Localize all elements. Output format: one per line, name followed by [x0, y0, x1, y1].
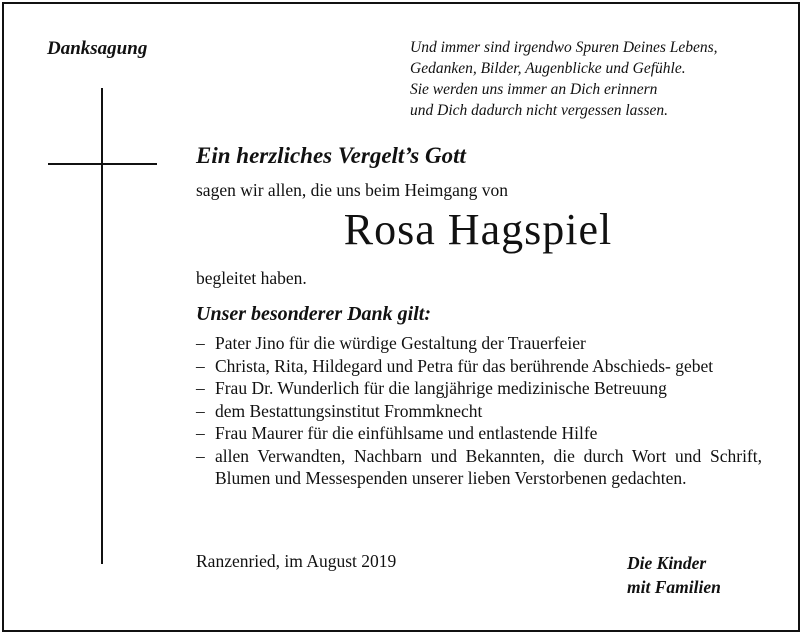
- list-item: [196, 422, 762, 445]
- dash-bullet: –: [196, 445, 205, 466]
- list-item-text: Frau Dr. Wunderlich für die langjährige medizinische Betreuung: [215, 378, 667, 398]
- accompanied-text: begleitet haben.: [196, 268, 307, 288]
- poem: [410, 37, 718, 121]
- thanks-title: Ein herzliches Vergelt’s Gott: [196, 143, 466, 168]
- list-item: [196, 445, 762, 490]
- dash-bullet: –: [196, 400, 205, 421]
- special-thanks-title: Unser besonderer Dank gilt:: [196, 303, 432, 325]
- dash-bullet: –: [196, 355, 205, 376]
- notice-heading: Danksagung: [47, 38, 148, 59]
- dash-bullet: –: [196, 378, 205, 398]
- dash-bullet: –: [196, 333, 205, 353]
- intro-text: sagen wir allen, die uns beim Heimgang von: [196, 180, 509, 200]
- list-item: [196, 400, 762, 423]
- poem-line: und Dich dadurch nicht vergessen lassen.: [410, 102, 668, 119]
- list-item: [196, 332, 762, 355]
- poem-line: Und immer sind irgendwo Spuren Deines Lebens,: [410, 39, 718, 56]
- list-item-text: dem Bestattungsinstitut Frommknecht: [215, 400, 483, 421]
- cross-horizontal-bar: [48, 163, 157, 165]
- deceased-name: Rosa Hagspiel: [343, 205, 613, 254]
- dash-bullet: –: [196, 423, 205, 443]
- special-thanks-list: [196, 332, 762, 490]
- list-item-text: Pater Jino für die würdige Gestaltung der Trauerfeier: [215, 333, 586, 353]
- poem-line: Gedanken, Bilder, Augenblicke und Gefühle.: [410, 60, 686, 77]
- signature-line: mit Familien: [627, 577, 721, 597]
- list-item: [196, 377, 762, 400]
- place-date: Ranzenried, im August 2019: [196, 551, 397, 571]
- signature: [627, 551, 721, 599]
- poem-line: Sie werden uns immer an Dich erinnern: [410, 81, 658, 98]
- signature-line: Die Kinder: [627, 553, 707, 573]
- cross-vertical-bar: [101, 88, 103, 564]
- list-item: [196, 355, 762, 378]
- list-item-text: Frau Maurer für die einfühlsame und entlastende Hilfe: [215, 423, 598, 443]
- list-item-text: allen Verwandten, Nachbarn und Bekannten, die durch Wort und Schrift, Blumen und Messespenden unserer lieben Verstorbenen gedachten.: [215, 445, 762, 488]
- list-item-text: Christa, Rita, Hildegard und Petra für das berührende Abschieds- gebet: [215, 355, 714, 376]
